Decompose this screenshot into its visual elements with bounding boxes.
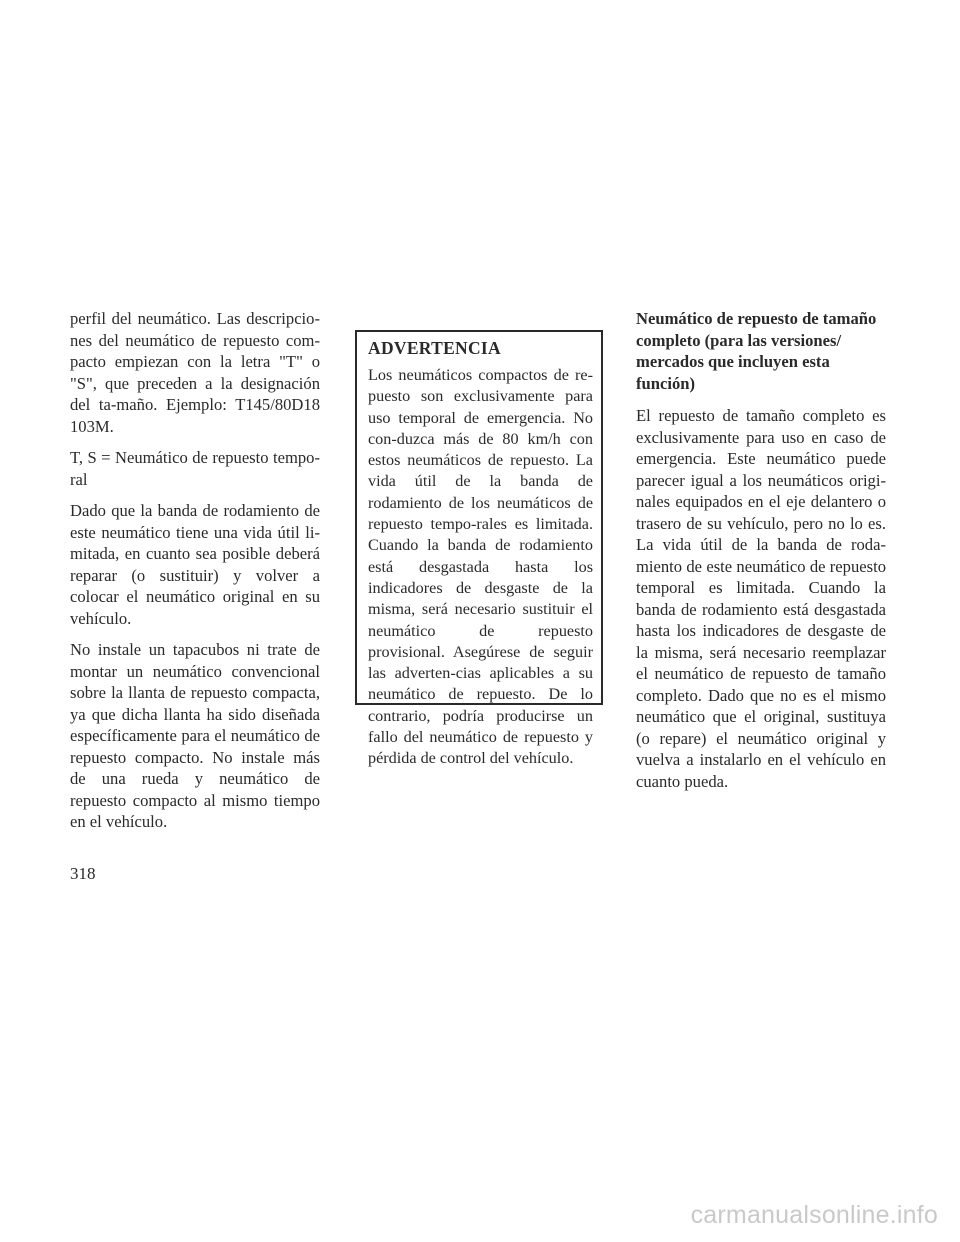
page-number: 318	[70, 864, 96, 883]
warning-box	[355, 330, 603, 768]
watermark-text: carmanualsonline.info	[690, 1201, 938, 1229]
paragraph-tire-description: perfil del neumático. Las descripcio-nes del neumático de repuesto com-pacto empiezan con la letra "T" o "S", que preceden a la designación del ta-maño. Ejemplo: T145/80D18 103M.	[70, 309, 320, 436]
paragraph-hubcap-warning: No instale un tapacubos ni trate de montar un neumático convencional sobre la llanta de repuesto compacta, ya que dicha llanta ha sido diseñada específicamente para el neumático de repuesto compacto. No instale más de una rueda y neumático de repuesto compacto al mismo tiempo en el vehículo.	[70, 640, 320, 831]
warning-text: Los neumáticos compactos de re-puesto son exclusivamente para uso temporal de emergencia. No con-duzca más de 80 km/h con estos neumáticos de repuesto. La vida útil de la banda de rodamiento de los neumáticos de repuesto tempo-rales es limitada. Cuando la banda de rodamiento está desgastada hasta los indicadores de desgaste de la misma, será necesario sustituir el neumático de repuesto provisional. Asegúrese de seguir las adverten-cias aplicables a su neumático de repuesto. De lo contrario, podría producirse un fallo del neumático de repuesto y pérdida de control del vehículo.	[368, 366, 593, 768]
paragraph-full-size-spare: El repuesto de tamaño completo es exclusivamente para uso en caso de emergencia. Este neumático puede parecer igual a los neumáticos origi-nales equipados en el eje delantero o trasero de su vehículo, pero no lo es. La vida útil de la banda de roda-miento de este neumático de repuesto temporal es limitada. Cuando la banda de rodamiento está desgastada hasta los indicadores de desgaste de la misma, será necesario reemplazar el neumático de repuesto de tamaño completo. Dado que no es el mismo neumático que el original, sustituya (o repare) el neumático original y vuelva a instalarlo en el vehículo en cuanto pueda.	[636, 406, 886, 791]
right-column	[636, 308, 886, 802]
left-column	[70, 308, 320, 843]
paragraph-temporary-spare-definition: T, S = Neumático de repuesto tempo-ral	[70, 448, 320, 489]
paragraph-tread-life: Dado que la banda de rodamiento de este neumático tiene una vida útil li-mitada, en cuanto sea posible deberá reparar (o sustituir) y volver a colocar el neumático original en su vehículo.	[70, 501, 320, 628]
section-heading: Neumático de repuesto de tamaño completo (para las versiones/ mercados que incluyen esta función)	[636, 309, 877, 393]
warning-title: ADVERTENCIA	[368, 338, 501, 358]
